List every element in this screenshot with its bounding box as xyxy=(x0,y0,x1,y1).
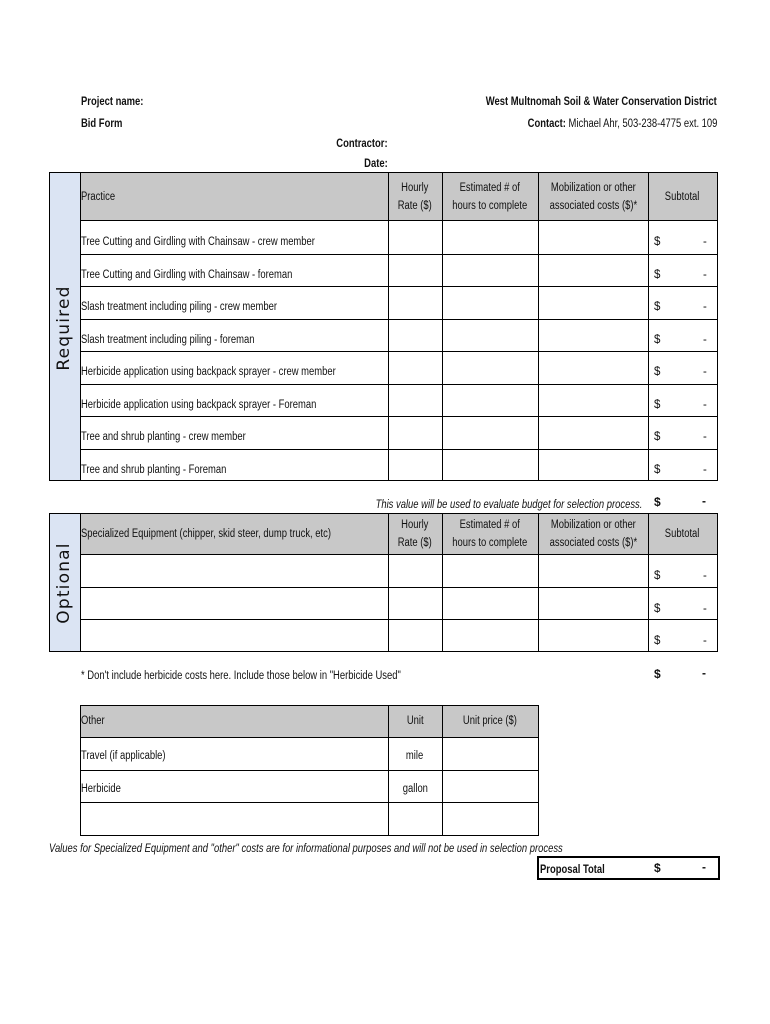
hours-input[interactable] xyxy=(443,587,538,620)
opt-col-subtotal-header: Subtotal xyxy=(665,527,700,540)
mobilization-input[interactable] xyxy=(539,351,648,384)
practice-cell: Slash treatment including piling - crew member xyxy=(81,301,278,314)
subtotal-dollar: $ xyxy=(654,635,661,647)
subtotal-value: - xyxy=(703,398,707,411)
mobilization-input[interactable] xyxy=(539,254,648,287)
subtotal-dollar: $ xyxy=(654,301,661,313)
unit-cell: gallon xyxy=(402,783,428,796)
other-item-cell: Herbicide xyxy=(81,783,121,796)
subtotal-dollar: $ xyxy=(654,236,661,248)
hours-input[interactable] xyxy=(443,351,538,384)
practice-cell: Herbicide application using backpack sprayer - Foreman xyxy=(81,398,317,411)
mobilization-input[interactable] xyxy=(539,221,648,254)
opt-col-hourly-header: Hourly Rate ($) xyxy=(397,518,433,549)
budget-note: This value will be used to evaluate budget for selection process. xyxy=(375,499,642,511)
unit-price-input[interactable] xyxy=(443,770,538,803)
contractor-label: Contractor: xyxy=(336,138,388,150)
subtotal-dollar: $ xyxy=(654,570,661,582)
optional-side-label: Optional xyxy=(54,542,74,624)
hours-input[interactable] xyxy=(443,554,538,587)
required-total-dollar: $ xyxy=(654,495,661,509)
other-item-cell: Travel (if applicable) xyxy=(81,750,166,763)
hourly-rate-input[interactable] xyxy=(389,221,442,254)
subtotal-value: - xyxy=(703,268,707,281)
hours-input[interactable] xyxy=(443,619,538,652)
optional-total-dollar: $ xyxy=(654,667,661,681)
proposal-total-value: - xyxy=(702,860,706,874)
subtotal-dollar: $ xyxy=(654,463,661,476)
mobilization-input[interactable] xyxy=(539,449,648,482)
hours-input[interactable] xyxy=(443,319,538,352)
mobilization-input[interactable] xyxy=(539,587,648,620)
hours-input[interactable] xyxy=(443,384,538,417)
unit-cell xyxy=(388,802,442,835)
mobilization-input[interactable] xyxy=(539,384,648,417)
subtotal-value: - xyxy=(703,431,707,443)
col-subtotal-header: Subtotal xyxy=(665,190,700,203)
hourly-rate-input[interactable] xyxy=(389,619,442,652)
equipment-input[interactable] xyxy=(81,619,388,652)
mobilization-input[interactable] xyxy=(539,554,648,587)
col-mobilization-header: Mobilization or other associated costs ($)* xyxy=(549,181,637,212)
col-practice-header: Practice xyxy=(81,190,116,203)
unit-cell: mile xyxy=(406,750,424,763)
district-name: West Multnomah Soil & Water Conservation District xyxy=(485,96,717,108)
contact-line xyxy=(486,114,717,130)
contact-label: Contact: xyxy=(527,118,566,130)
subtotal-value: - xyxy=(703,602,707,615)
practice-cell: Tree and shrub planting - Foreman xyxy=(81,463,227,476)
hours-input[interactable] xyxy=(443,449,538,482)
col-unit-header: Unit xyxy=(406,715,424,727)
subtotal-value: - xyxy=(703,366,707,378)
practice-cell: Tree Cutting and Girdling with Chainsaw - crew member xyxy=(81,236,315,249)
subtotal-dollar: $ xyxy=(654,398,661,411)
col-hours-header: Estimated # of hours to complete xyxy=(452,181,528,212)
equipment-input[interactable] xyxy=(81,587,388,620)
subtotal-dollar: $ xyxy=(654,366,661,378)
hours-input[interactable] xyxy=(443,254,538,287)
col-hourly-header: Hourly Rate ($) xyxy=(397,181,433,212)
project-name-label: Project name: xyxy=(81,96,144,108)
col-equipment-header: Specialized Equipment (chipper, skid steer, dump truck, etc) xyxy=(81,527,332,540)
practice-cell: Slash treatment including piling - foreman xyxy=(81,333,255,346)
info-note: Values for Specialized Equipment and "other" costs are for informational purposes and will not be used in selection process xyxy=(49,843,563,855)
subtotal-dollar: $ xyxy=(654,333,661,346)
hourly-rate-input[interactable] xyxy=(389,449,442,482)
mobilization-input[interactable] xyxy=(539,416,648,449)
practice-cell: Tree Cutting and Girdling with Chainsaw - foreman xyxy=(81,268,293,281)
subtotal-dollar: $ xyxy=(654,268,661,281)
mobilization-input[interactable] xyxy=(539,619,648,652)
date-label: Date: xyxy=(364,158,388,170)
unit-price-input[interactable] xyxy=(443,737,538,770)
optional-total-value: - xyxy=(702,666,706,680)
equipment-input[interactable] xyxy=(81,554,388,587)
hourly-rate-input[interactable] xyxy=(389,351,442,384)
subtotal-value: - xyxy=(703,570,707,582)
hours-input[interactable] xyxy=(443,286,538,319)
subtotal-value: - xyxy=(703,463,707,476)
hours-input[interactable] xyxy=(443,221,538,254)
opt-col-hours-header: Estimated # of hours to complete xyxy=(452,518,528,549)
hourly-rate-input[interactable] xyxy=(389,416,442,449)
hourly-rate-input[interactable] xyxy=(389,319,442,352)
hourly-rate-input[interactable] xyxy=(389,254,442,287)
subtotal-value: - xyxy=(703,301,707,313)
other-item-cell xyxy=(81,802,386,835)
subtotal-value: - xyxy=(703,635,707,647)
col-unit-price-header: Unit price ($) xyxy=(463,715,517,727)
required-total-value: - xyxy=(702,494,706,508)
bid-form-label: Bid Form xyxy=(81,118,123,130)
hourly-rate-input[interactable] xyxy=(389,554,442,587)
col-other-header: Other xyxy=(81,715,105,727)
contact-value: Michael Ahr, 503-238-4775 ext. 109 xyxy=(568,118,717,130)
proposal-total-dollar: $ xyxy=(654,861,661,875)
hourly-rate-input[interactable] xyxy=(389,286,442,319)
required-side-label: Required xyxy=(54,285,74,371)
opt-col-mobilization-header: Mobilization or other associated costs ($)* xyxy=(549,518,637,549)
practice-cell: Herbicide application using backpack sprayer - crew member xyxy=(81,366,336,379)
practice-cell: Tree and shrub planting - crew member xyxy=(81,431,246,444)
subtotal-value: - xyxy=(703,236,707,248)
subtotal-value: - xyxy=(703,333,707,346)
subtotal-dollar: $ xyxy=(654,602,661,615)
hours-input[interactable] xyxy=(443,416,538,449)
herbicide-note: * Don't include herbicide costs here. Include those below in "Herbicide Used" xyxy=(81,670,401,682)
mobilization-input[interactable] xyxy=(539,319,648,352)
hourly-rate-input[interactable] xyxy=(389,587,442,620)
mobilization-input[interactable] xyxy=(539,286,648,319)
hourly-rate-input[interactable] xyxy=(389,384,442,417)
subtotal-dollar: $ xyxy=(654,431,661,443)
proposal-total-label: Proposal Total xyxy=(540,864,605,876)
unit-price-input[interactable] xyxy=(443,802,538,835)
